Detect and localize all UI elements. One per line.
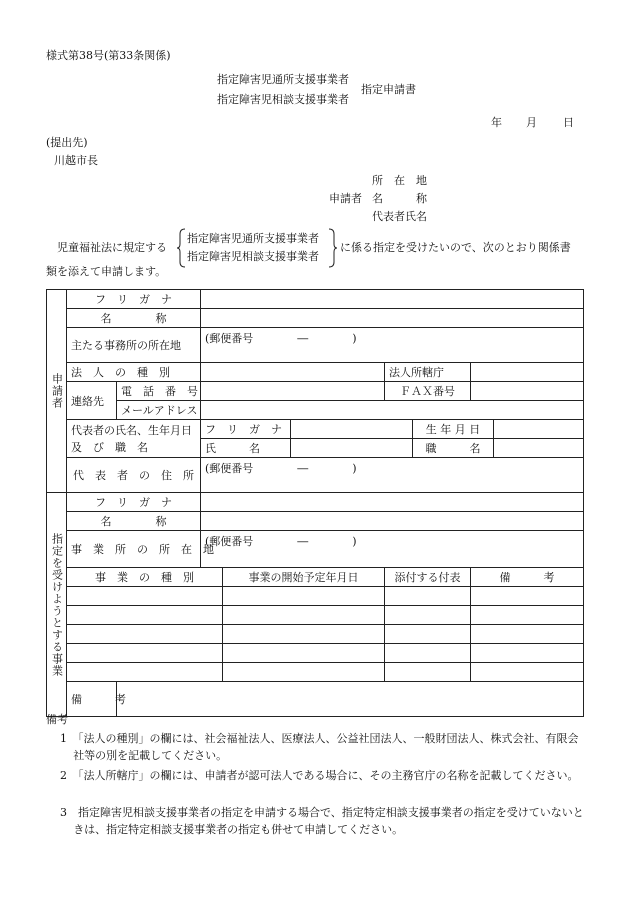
biz-furigana-field[interactable] (201, 493, 584, 512)
biz-row-type[interactable] (67, 663, 223, 682)
furigana-label: フ リ ガ ナ (67, 290, 201, 309)
biz-name-label: 名 称 (67, 512, 201, 531)
rep-furigana-label: フ リ ガ ナ (201, 420, 291, 439)
email-label: メールアドレス (117, 401, 201, 420)
corp-type-field[interactable] (201, 363, 385, 382)
title-line2: 指定障害児相談支援事業者 (217, 93, 349, 106)
rep-furigana-field[interactable] (291, 420, 413, 439)
applicant-address-label: 所 在 地 (372, 174, 427, 187)
biz-row-type[interactable] (67, 644, 223, 663)
corp-authority-field[interactable] (471, 363, 584, 382)
phone-field[interactable] (201, 382, 385, 401)
date-month: 月 (526, 116, 537, 129)
col-biz-type: 事 業 の 種 別 (67, 568, 223, 587)
corp-authority-label: 法人所轄庁 (385, 363, 471, 382)
rep-address-label: 代 表 者 の 住 所 (67, 458, 201, 493)
remarks-label: 備 考 (67, 682, 117, 717)
rep-info-line1: 代表者の氏名、生年月日 (71, 423, 192, 437)
intro-option2: 指定障害児相談支援事業者 (187, 250, 319, 263)
biz-row-attach[interactable] (385, 644, 471, 663)
left-brace-icon (176, 228, 186, 268)
application-table (46, 289, 584, 717)
title-line1: 指定障害児通所支援事業者 (217, 73, 349, 86)
fax-label: ＦＡＸ番号 (385, 382, 471, 401)
corp-type-label: 法 人 の 種 別 (67, 363, 201, 382)
title-suffix: 指定申請書 (361, 83, 416, 96)
rep-job-label: 職 名 (413, 439, 494, 458)
section-applicant-label: 申請者 (47, 290, 67, 493)
furigana-field[interactable] (201, 290, 584, 309)
intro-line2: 類を添えて申請します。 (46, 265, 167, 278)
biz-row-note[interactable] (471, 663, 584, 682)
biz-row-note[interactable] (471, 606, 584, 625)
col-note: 備 考 (471, 568, 584, 587)
biz-address-postal[interactable]: (郵便番号 ― ) (201, 531, 584, 568)
date-day: 日 (563, 116, 574, 129)
biz-row-attach[interactable] (385, 625, 471, 644)
biz-row-start[interactable] (223, 625, 385, 644)
name-label: 名 称 (67, 309, 201, 328)
col-attachment: 添付する付表 (385, 568, 471, 587)
biz-row-start[interactable] (223, 663, 385, 682)
rep-info-line2: 及 び 職 名 (71, 440, 148, 454)
section-business-label: 指定を受けようとする事業 (47, 493, 67, 717)
main-office-label: 主たる事務所の所在地 (67, 328, 201, 363)
biz-row-note[interactable] (471, 644, 584, 663)
fax-field[interactable] (471, 382, 584, 401)
rep-birth-field[interactable] (494, 420, 584, 439)
remarks-field[interactable] (117, 682, 584, 717)
biz-row-start[interactable] (223, 644, 385, 663)
rep-shimei-field[interactable] (291, 439, 413, 458)
intro-prefix: 児童福祉法に規定する (57, 241, 167, 254)
biz-row-type[interactable] (67, 625, 223, 644)
form-number: 様式第38号(第33条関係) (46, 49, 171, 62)
contact-label: 連絡先 (67, 382, 117, 420)
rep-shimei-label: 氏 名 (201, 439, 291, 458)
biz-row-attach[interactable] (385, 663, 471, 682)
biz-row-type[interactable] (67, 587, 223, 606)
applicant-rep-label: 代表者氏名 (372, 210, 427, 223)
rep-info-label (67, 420, 201, 458)
rep-address-postal[interactable]: (郵便番号 ― ) (201, 458, 584, 493)
addressee-name: 川越市長 (54, 154, 98, 167)
biz-row-start[interactable] (223, 606, 385, 625)
biz-address-label: 事 業 所 の 所 在 地 (67, 531, 201, 568)
note-2: 2 「法人所轄庁」の欄には、申請者が認可法人である場合に、その主務官庁の名称を記載してください。 (60, 769, 579, 782)
applicant-label: 申請者 (329, 192, 362, 205)
biz-row-note[interactable] (471, 625, 584, 644)
phone-label: 電 話 番 号 (117, 382, 201, 401)
intro-suffix: に係る指定を受けたいので、次のとおり関係書 (340, 241, 571, 254)
email-field[interactable] (201, 401, 584, 420)
biz-row-attach[interactable] (385, 606, 471, 625)
date-year: 年 (491, 116, 502, 129)
note-3: 3 指定障害児相談支援事業者の指定を申請する場合で、指定特定相談支援事業者の指定を受けていないときは、指定特定相談支援事業者の指定も併せて申請してください。 (60, 806, 584, 836)
biz-row-attach[interactable] (385, 587, 471, 606)
intro-option1: 指定障害児通所支援事業者 (187, 232, 319, 245)
biz-row-note[interactable] (471, 587, 584, 606)
rep-birth-label: 生 年 月 日 (413, 420, 494, 439)
col-start-date: 事業の開始予定年月日 (223, 568, 385, 587)
addressee-label: (提出先) (46, 136, 88, 149)
notes-heading: 備考 (46, 713, 68, 726)
biz-row-start[interactable] (223, 587, 385, 606)
right-brace-icon (328, 228, 338, 268)
name-field[interactable] (201, 309, 584, 328)
biz-furigana-label: フ リ ガ ナ (67, 493, 201, 512)
biz-row-type[interactable] (67, 606, 223, 625)
applicant-name-label: 名 称 (372, 192, 427, 205)
biz-name-field[interactable] (201, 512, 584, 531)
main-office-postal[interactable]: (郵便番号 ― ) (201, 328, 584, 363)
note-1: 1 「法人の種別」の欄には、社会福祉法人、医療法人、公益社団法人、一般財団法人、株式会社、有限会社等の別を記載してください。 (60, 732, 579, 762)
rep-job-field[interactable] (494, 439, 584, 458)
